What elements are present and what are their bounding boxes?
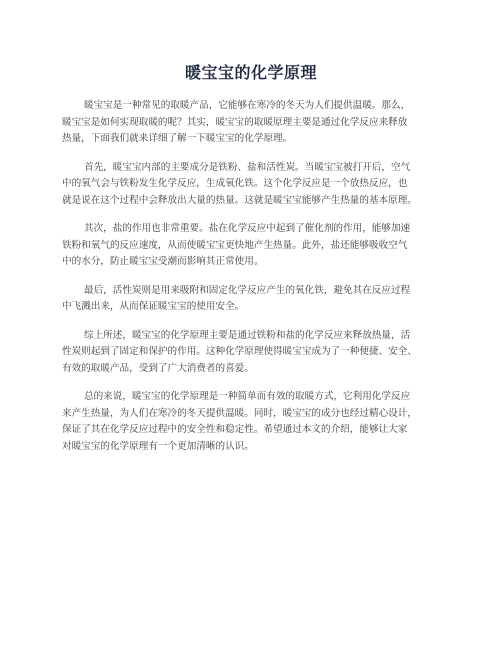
document-title: 暖宝宝的化学原理 [184,63,317,82]
paragraph-6 [62,389,444,455]
paragraph-5 [62,328,444,378]
paragraph-3 [62,221,444,271]
paragraph-line: 暖宝宝是如何实现取暖的呢？其实，暖宝宝的取暖原理主要是通过化学反应来释放 [62,116,408,128]
paragraph-line: 首先，暖宝宝内部的主要成分是铁粉、盐和活性炭。当暖宝宝被打开后，空气 [84,161,411,173]
paragraph-line: 中的氧气会与铁粉发生化学反应，生成氧化铁。这个化学反应是一个放热反应，也 [62,178,408,189]
paragraph-line: 有效的取暖产品，受到了广大消费者的喜爱。 [62,362,254,374]
paragraph-line: 铁粉和氧气的反应速度，从而使暖宝宝更快地产生热量。此外，盐还能够吸收空气 [62,239,408,251]
paragraph-line: 总的来说，暖宝宝的化学原理是一种简单而有效的取暖方式，它利用化学反应 [84,391,411,402]
paragraph-line: 保证了其在化学反应过程中的安全性和稳定性。希望通过本文的介绍，能够让大家 [62,424,408,435]
document-body [62,98,444,467]
paragraph-line: 对暖宝宝的化学原理有一个更加清晰的认识。 [62,440,254,452]
paragraph-1 [62,98,444,148]
paragraph-line: 综上所述，暖宝宝的化学原理主要是通过铁粉和盐的化学反应来释放热量，活 [84,329,411,341]
paragraph-4 [62,283,444,316]
paragraph-line: 中飞溅出来，从而保证暖宝宝的使用安全。 [62,301,245,312]
paragraph-line: 中的水分，防止暖宝宝受潮而影响其正常使用。 [62,256,264,267]
paragraph-line: 热量，下面我们就来详细了解一下暖宝宝的化学原理。 [62,133,293,144]
paragraph-line: 性炭则起到了固定和保护的作用。这种化学原理使得暖宝宝成为了一种便捷、安全、 [62,346,417,357]
paragraph-2 [62,160,444,210]
paragraph-line: 其次，盐的作用也非常重要。盐在化学反应中起到了催化剂的作用，能够加速 [84,223,411,234]
paragraph-line: 最后，活性炭则是用来吸附和固定化学反应产生的氧化铁，避免其在反应过程 [84,284,411,296]
paragraph-line: 就是说在这个过程中会释放出大量的热量。这就是暖宝宝能够产生热量的基本原理。 [62,194,417,206]
paragraph-line: 暖宝宝是一种常见的取暖产品，它能够在寒冷的冬天为人们提供温暖。那么， [84,100,411,111]
paragraph-line: 来产生热量，为人们在寒冷的冬天提供温暖。同时，暖宝宝的成分也经过精心设计， [62,407,417,419]
